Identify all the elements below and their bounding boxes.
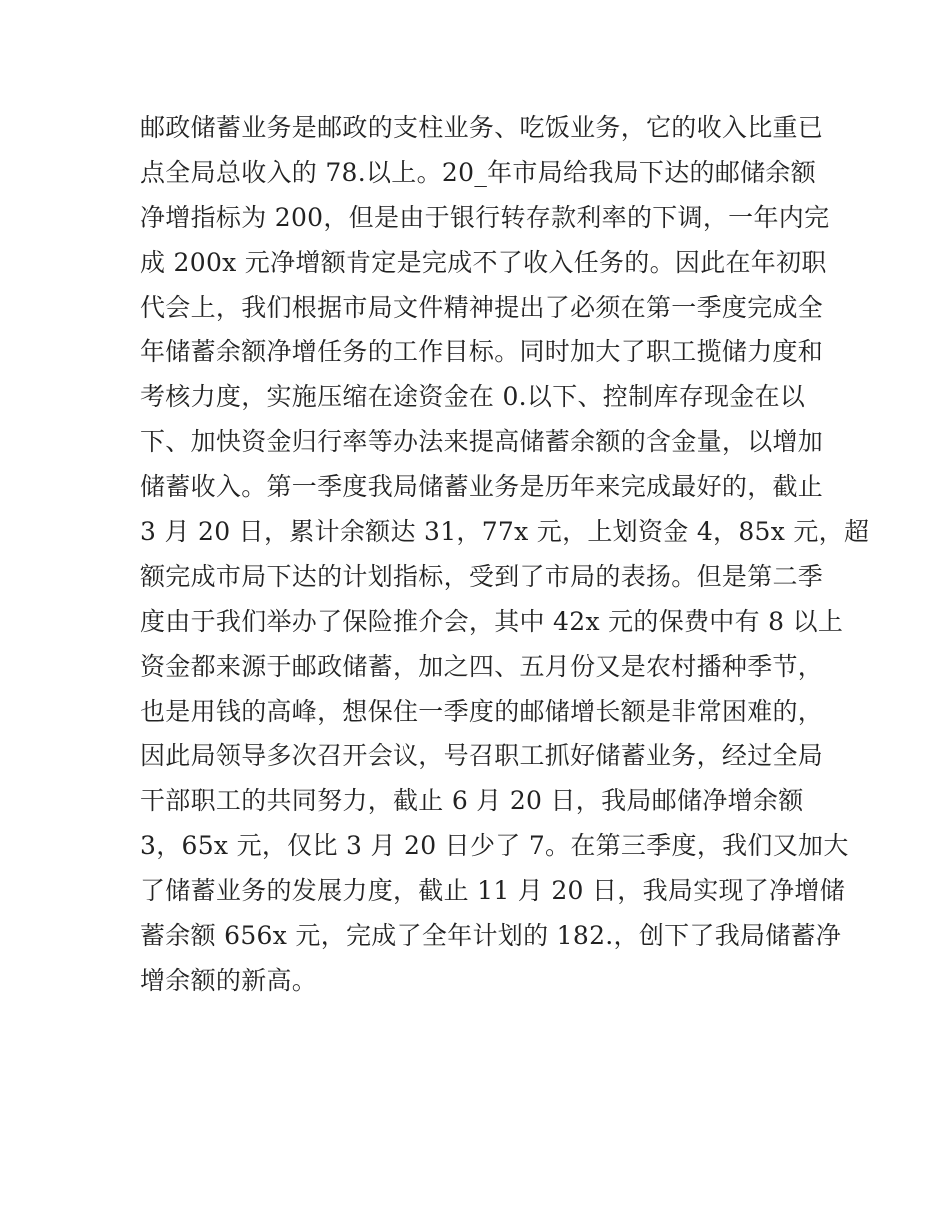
- paragraph-line-19: 蓄余额 656x 元，完成了全年计划的 182.，创下了我局储蓄净: [140, 921, 842, 951]
- paragraph-line-18: 了储蓄业务的发展力度，截止 11 月 20 日，我局实现了净增储: [140, 876, 846, 906]
- paragraph-line-14: 也是用钱的高峰，想保住一季度的邮储增长额是非常困难的，: [140, 696, 824, 726]
- paragraph-line-16: 干部职工的共同努力，截止 6 月 20 日，我局邮储净增余额: [140, 786, 804, 816]
- paragraph-line-6: 年储蓄余额净增任务的工作目标。同时加大了职工揽储力度和: [140, 337, 824, 367]
- paragraph-line-15: 因此局领导多次召开会议，号召职工抓好储蓄业务，经过全局: [140, 741, 824, 771]
- paragraph-line-13: 资金都来源于邮政储蓄，加之四、五月份又是农村播种季节，: [140, 651, 824, 681]
- paragraph-line-2: 点全局总收入的 78.以上。20_年市局给我局下达的邮储余额: [140, 157, 817, 187]
- paragraph-line-3: 净增指标为 200，但是由于银行转存款利率的下调，一年内完: [140, 202, 830, 232]
- paragraph-line-4: 成 200x 元净增额肯定是完成不了收入任务的。因此在年初职: [140, 247, 827, 277]
- paragraph-line-5: 代会上，我们根据市局文件精神提出了必须在第一季度完成全: [140, 292, 824, 322]
- paragraph-line-11: 额完成市局下达的计划指标，受到了市局的表扬。但是第二季: [140, 561, 824, 591]
- paragraph-line-8: 下、加快资金归行率等办法来提高储蓄余额的含金量，以增加: [140, 427, 824, 457]
- paragraph-line-12: 度由于我们举办了保险推介会，其中 42x 元的保费中有 8 以上: [140, 606, 844, 636]
- body-paragraph: [140, 106, 870, 1004]
- paragraph-line-9: 储蓄收入。第一季度我局储蓄业务是历年来完成最好的，截止: [140, 472, 824, 502]
- paragraph-line-1: 邮政储蓄业务是邮政的支柱业务、吃饭业务，它的收入比重已: [140, 113, 824, 142]
- paragraph-line-17: 3，65x 元，仅比 3 月 20 日少了 7。在第三季度，我们又加大: [140, 831, 849, 861]
- paragraph-line-7: 考核力度，实施压缩在途资金在 0.以下、控制库存现金在以: [140, 382, 806, 412]
- paragraph-line-20: 增余额的新高。: [140, 965, 318, 995]
- paragraph-line-10: 3 月 20 日，累计余额达 31，77x 元，上划资金 4，85x 元，超: [140, 517, 870, 547]
